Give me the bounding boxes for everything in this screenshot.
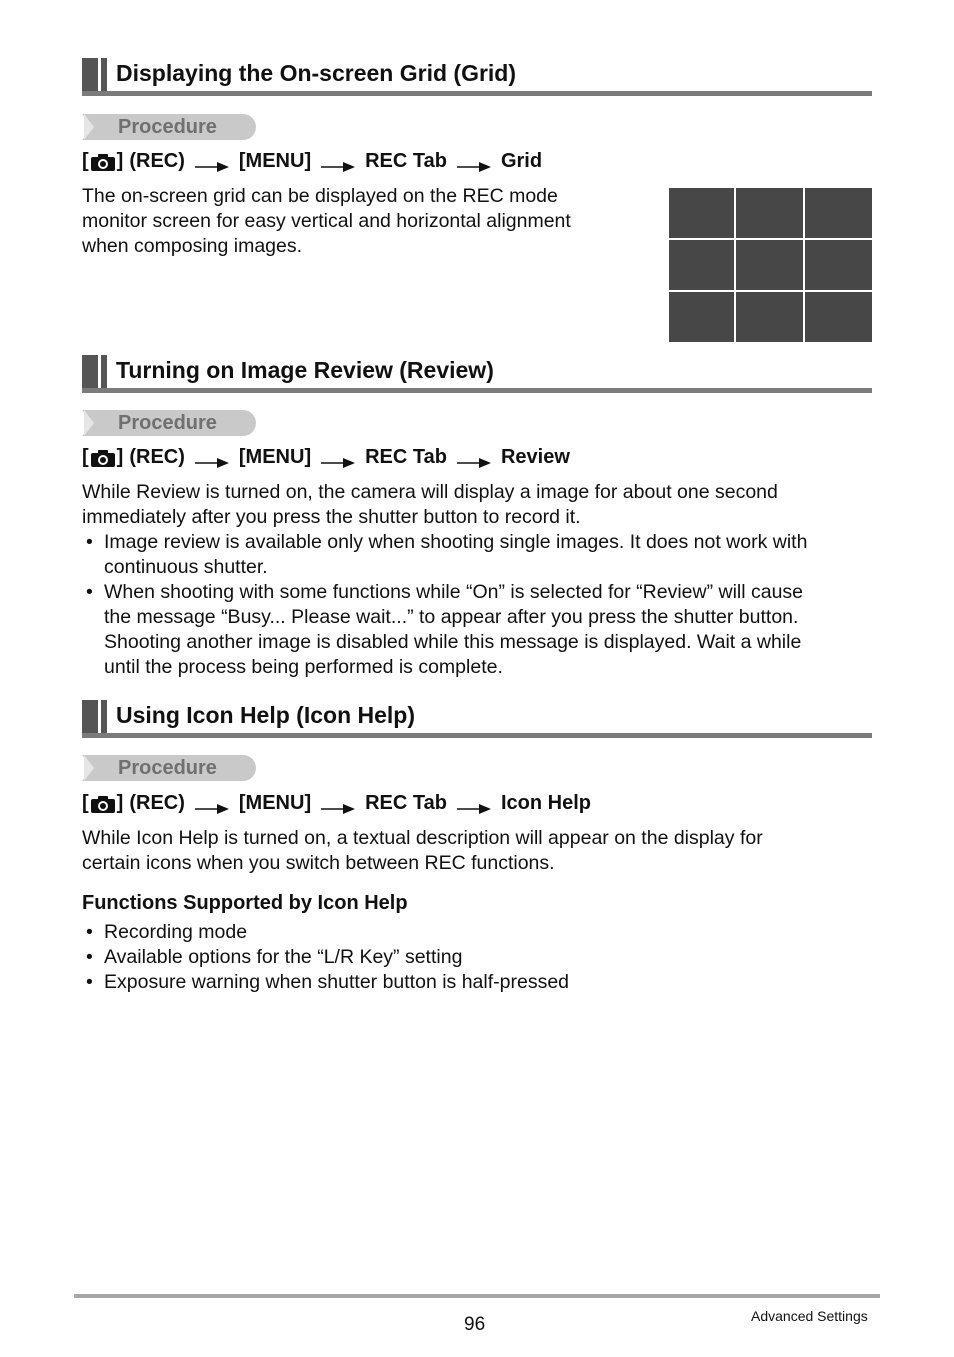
procedure-label: Procedure [82, 755, 256, 781]
procedure-label: Procedure [82, 410, 256, 436]
menu-path-icon-help: [ ] (REC) [MENU] REC Tab Icon Help [82, 792, 591, 814]
grid-description: The on-screen grid can be displayed on the REC mode monitor screen for easy vertical and horizontal alignment when composing images. [82, 185, 571, 257]
right-arrow-icon [321, 156, 355, 168]
footer-divider [74, 1294, 880, 1298]
camera-icon [90, 152, 116, 172]
right-arrow-icon [321, 798, 355, 810]
camera-icon [90, 448, 116, 468]
section-title: Using Icon Help (Icon Help) [116, 702, 416, 728]
review-description: While Review is turned on, the camera will display a image for about one second immediately after you press the shutter button to record it. [82, 481, 778, 528]
list-item: • Available options for the “L/R Key” setting [86, 946, 463, 968]
grid-illustration [669, 188, 872, 342]
section-title: Displaying the On-screen Grid (Grid) [116, 60, 517, 86]
icon-help-description: While Icon Help is turned on, a textual description will appear on the display for certain icons when you switch between REC functions. [82, 827, 763, 874]
menu-path-grid: [ ] (REC) [MENU] REC Tab Grid [82, 150, 543, 172]
section-heading-grid [82, 58, 872, 96]
list-item: • Exposure warning when shutter button is half-pressed [86, 971, 570, 993]
right-arrow-icon [457, 798, 491, 810]
procedure-label: Procedure [82, 114, 256, 140]
section-title: Turning on Image Review (Review) [116, 357, 494, 383]
page-number: 96 [464, 1314, 486, 1335]
functions-subheading: Functions Supported by Icon Help [82, 892, 408, 914]
camera-icon [90, 794, 116, 814]
section-heading-review [82, 355, 872, 393]
list-item: • Recording mode [86, 921, 248, 943]
right-arrow-icon [457, 452, 491, 464]
right-arrow-icon [457, 156, 491, 168]
chapter-label: Advanced Settings [751, 1308, 868, 1324]
section-heading-icon-help [82, 700, 872, 738]
right-arrow-icon [321, 452, 355, 464]
right-arrow-icon [195, 798, 229, 810]
right-arrow-icon [195, 156, 229, 168]
menu-path-review: [ ] (REC) [MENU] REC Tab Review [82, 446, 570, 468]
right-arrow-icon [195, 452, 229, 464]
review-notes [82, 530, 872, 680]
list-item: • Image review is available only when shooting single images. It does not work with continuous shutter. [86, 531, 808, 578]
supported-functions-list [82, 920, 872, 995]
list-item: • When shooting with some functions while “On” is selected for “Review” will cause the message “Busy... Please wait...” to appear after you press the shutter button. Shooting another image is disabled while this message is displayed. Wait a while until the process being performed is complete. [86, 581, 804, 678]
